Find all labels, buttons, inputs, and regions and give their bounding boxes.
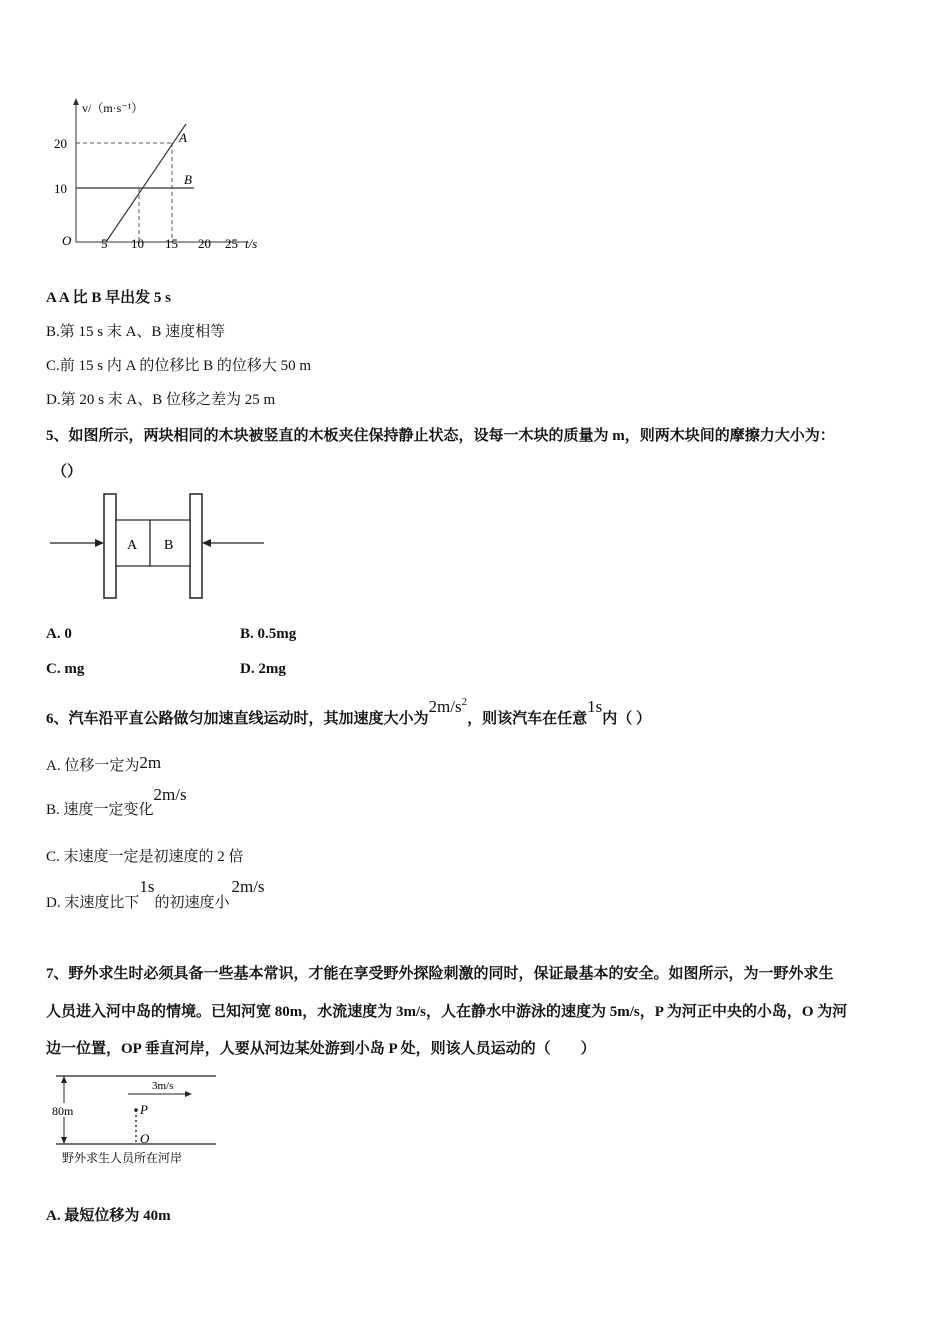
q5-option-d: D. 2mg — [240, 661, 286, 677]
q6-accel-value: 2m/s — [428, 697, 462, 716]
x-axis-label: t/s — [245, 236, 258, 251]
q6-option-a-text: A. 位移一定为 — [46, 758, 140, 774]
x-tick-20: 20 — [198, 236, 211, 251]
blocks-figure — [48, 490, 270, 602]
river-caption: 野外求生人员所在河岸 — [62, 1151, 183, 1165]
q7-stem-line1: 7、野外求生时必须具备一些基本常识，才能在享受野外探险刺激的同时，保证最基本的安全。如图所示，为一野外求生 — [46, 966, 834, 982]
q5-option-b: B. 0.5mg — [240, 626, 297, 642]
block-a-label: A — [127, 538, 138, 553]
label-a: A — [179, 130, 187, 145]
q7-stem-line3: 边一位置，OP 垂直河岸，人要从河边某处游到小岛 P 处，则该人员运动的（ ） — [46, 1041, 596, 1057]
q6-option-d-text2: 的初速度小 — [154, 895, 230, 911]
q6-stem-part1: 6、汽车沿平直公路做匀加速直线运动时，其加速度大小为 — [46, 711, 429, 727]
river-figure — [48, 1070, 223, 1170]
q6-time: 1s — [587, 697, 603, 716]
velocity-time-graph — [48, 96, 272, 256]
q6-stem-part3: 内（ ） — [602, 711, 651, 727]
q6-option-a — [46, 752, 161, 773]
q4-option-b: B.第 15 s 末 A、B 速度相等 — [46, 324, 226, 340]
q5-option-c: C. mg — [46, 661, 85, 677]
q6-option-b-text: B. 速度一定变化 — [46, 802, 154, 818]
point-p-label: P — [140, 1102, 148, 1117]
q7-stem-line2: 人员进入河中岛的情境。已知河宽 80m，水流速度为 3m/s，人在静水中游泳的速度为 5m/s，P 为河正中央的小岛，O 为河 — [46, 1004, 848, 1020]
y-tick-10: 10 — [54, 181, 67, 196]
point-p-marker — [134, 1108, 138, 1112]
x-tick-5: 5 — [101, 236, 108, 251]
label-b: B — [184, 172, 192, 187]
q6-stem — [46, 696, 651, 727]
flow-speed-label: 3m/s — [152, 1080, 174, 1092]
q5-paren: （） — [52, 464, 83, 480]
q4-option-c: C.前 15 s 内 A 的位移比 B 的位移大 50 m — [46, 358, 312, 374]
q6-option-d-time: 1s — [139, 877, 155, 896]
q6-option-c: C. 末速度一定是初速度的 2 倍 — [46, 849, 244, 865]
x-tick-15: 15 — [165, 236, 178, 251]
q7-option-a: A. 最短位移为 40m — [46, 1208, 171, 1224]
q6-option-d-text1: D. 末速度比下 — [46, 895, 140, 911]
river-width-label: 80m — [52, 1104, 74, 1118]
origin-label: O — [62, 233, 72, 248]
q6-option-b-value: 2m/s — [153, 785, 187, 804]
q6-accel-exponent: 2 — [461, 696, 468, 708]
q5-stem: 5、如图所示，两块相同的木块被竖直的木板夹住保持静止状态，设每一木块的质量为 m，则两木块间的摩擦力大小为： — [46, 428, 835, 444]
x-tick-10: 10 — [131, 236, 144, 251]
q6-option-a-value: 2m — [139, 753, 162, 772]
q6-option-d — [46, 876, 265, 911]
y-axis-label: v/（m·s⁻¹） — [82, 101, 144, 115]
q5-option-a: A. 0 — [46, 626, 72, 642]
y-tick-20: 20 — [54, 136, 67, 151]
block-b-label: B — [164, 538, 174, 553]
line-a — [106, 124, 186, 242]
q6-stem-part2: ，则该汽车在任意 — [467, 711, 588, 727]
q4-option-d: D.第 20 s 末 A、B 位移之差为 25 m — [46, 392, 276, 408]
x-tick-25: 25 — [225, 236, 238, 251]
q6-option-d-value: 2m/s — [231, 877, 265, 896]
q6-option-b — [46, 784, 187, 818]
point-o-label: O — [140, 1131, 150, 1146]
q4-option-a: A A 比 B 早出发 5 s — [46, 290, 172, 306]
q6-accel — [429, 697, 468, 716]
